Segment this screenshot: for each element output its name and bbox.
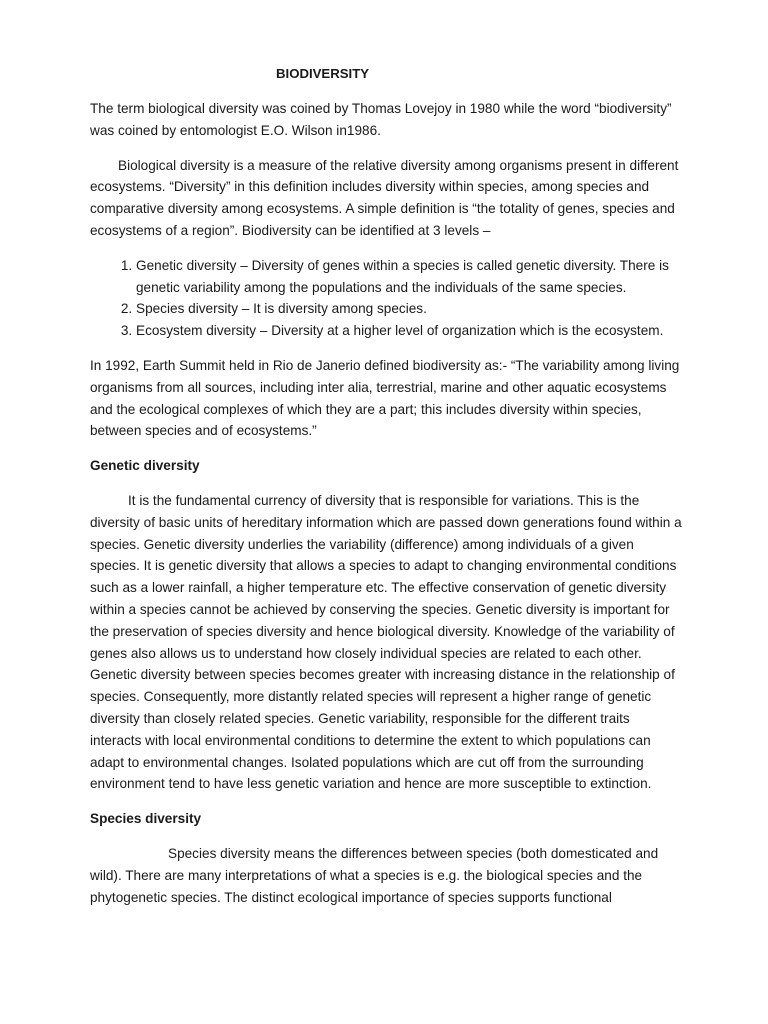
document-title: BIODIVERSITY <box>276 66 370 81</box>
document-body <box>90 64 682 921</box>
intro-paragraph: The term biological diversity was coined by Thomas Lovejoy in 1980 while the word “biodiversity” was coined by entomologist E.O. Wilson in1986. <box>90 101 672 138</box>
list-item: 3. Ecosystem diversity – Diversity at a higher level of organization which is the ecosystem. <box>136 320 682 342</box>
earth-summit-paragraph: In 1992, Earth Summit held in Rio de Janerio defined biodiversity as:- “The variability among living organisms from all sources, including inter alia, terrestrial, marine and other aquatic ecosystems and the ecological complexes of which they are a part; this includes diversity within species, between species and of ecosystems.” <box>90 357 680 439</box>
genetic-diversity-paragraph: It is the fundamental currency of diversity that is responsible for variations. This is the diversity of basic units of hereditary information which are passed down generations found within a species. Genetic diversity underlies the variability (difference) among individuals of a given species. It is genetic diversity that allows a species to adapt to changing environmental conditions such as a lower rainfall, a higher temperature etc. The effective conservation of genetic diversity within a species cannot be achieved by conserving the species. Genetic diversity is important for the preservation of species diversity and hence biological diversity. Knowledge of the variability of genes also allows us to understand how closely individual species are related to each other. Genetic diversity between species becomes greater with increasing distance in the relationship of species. Consequently, more distantly related species will represent a higher range of genetic diversity than closely related species. Genetic variability, responsible for the different traits interacts with local environmental conditions to determine the extent to which populations can adapt to environmental changes. Isolated populations which are cut off from the surrounding environment tend to have less genetic variation and hence are more susceptible to extinction. <box>90 492 682 792</box>
genetic-diversity-heading: Genetic diversity <box>90 458 200 474</box>
list-item: 2. Species diversity – It is diversity among species. <box>136 298 682 320</box>
biodiversity-levels-list <box>90 255 682 342</box>
definition-paragraph: Biological diversity is a measure of the relative diversity among organisms present in different ecosystems. “Diversity” in this definition includes diversity within species, among species and comparative diversity among ecosystems. A simple definition is “the totality of genes, species and ecosystems of a region”. Biodiversity can be identified at 3 levels – <box>90 157 679 238</box>
list-item: 1. Genetic diversity – Diversity of genes within a species is called genetic diversity. There is genetic variability among the populations and the individuals of the same species. <box>136 255 682 299</box>
species-diversity-paragraph: Species diversity means the differences between species (both domesticated and wild). There are many interpretations of what a species is e.g. the biological species and the phytogenetic species. The distinct ecological importance of species supports functional <box>90 845 659 905</box>
species-diversity-heading: Species diversity <box>90 811 202 827</box>
